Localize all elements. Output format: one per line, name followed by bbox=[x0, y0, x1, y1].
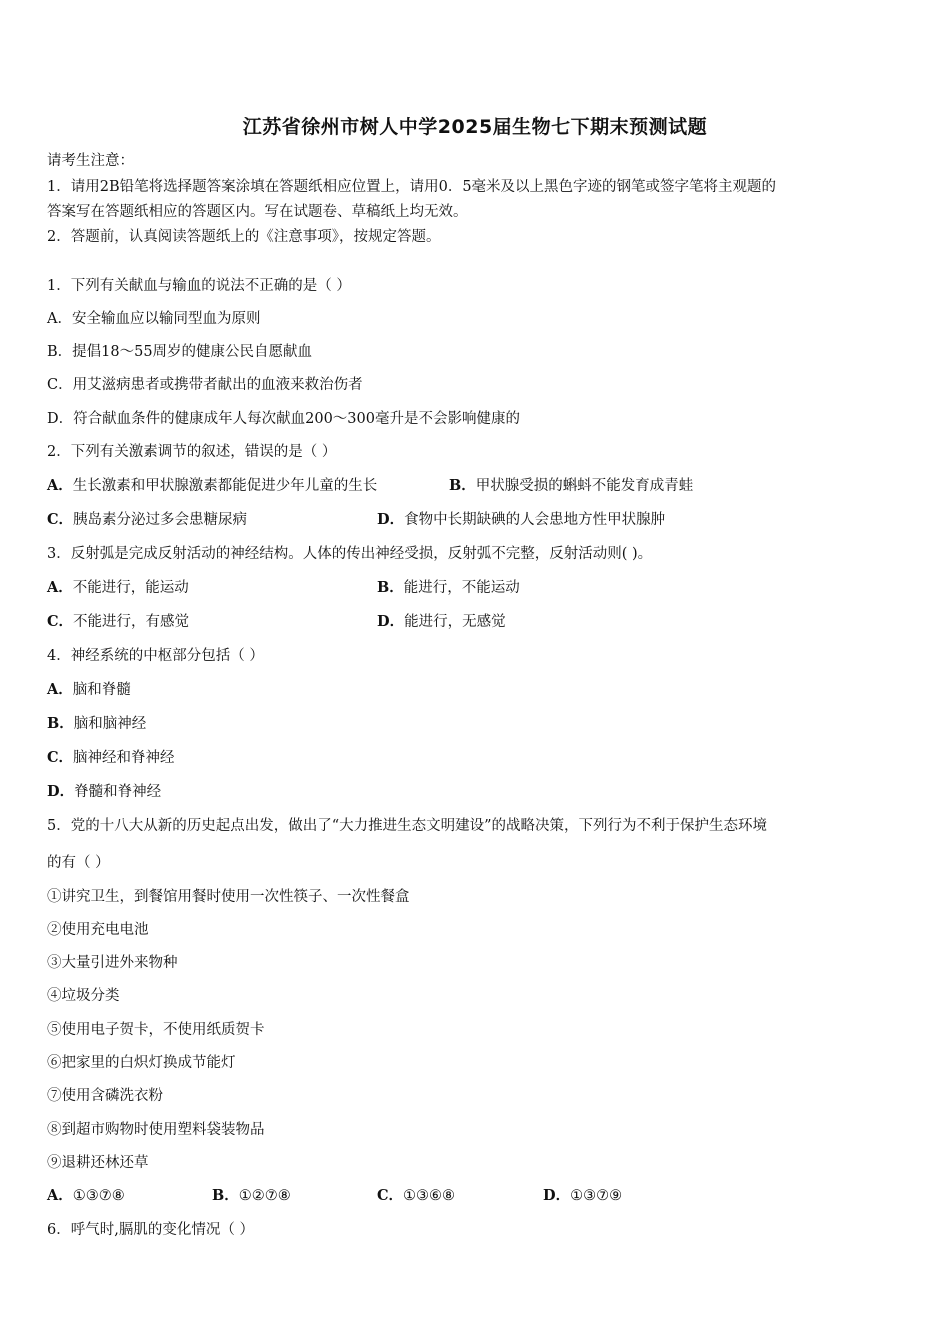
q5-option-a-text: ①③⑦⑧ bbox=[72, 1188, 125, 1204]
q1-option-d: D．符合献血条件的健康成年人每次献血200～300毫升是不会影响健康的 bbox=[47, 411, 520, 427]
q2-option-c-label: C． bbox=[47, 511, 74, 528]
q5-item: ②使用充电电池 bbox=[47, 922, 149, 938]
q5-option-d-label: D． bbox=[543, 1187, 571, 1204]
q4-option-a-text: 脑和脊髓 bbox=[72, 682, 131, 698]
q5-option-b bbox=[212, 1186, 291, 1206]
q3-stem: 3．反射弧是完成反射活动的神经结构。人体的传出神经受损，反射弧不完整，反射活动则( )。 bbox=[47, 546, 653, 562]
q2-option-a-label: A． bbox=[47, 477, 73, 494]
q4-option-c bbox=[47, 748, 175, 768]
q1-stem: 1．下列有关献血与输血的说法不正确的是（ ） bbox=[47, 278, 351, 294]
q3-option-c bbox=[47, 612, 189, 632]
q3-option-b-text: 能进行，不能运动 bbox=[403, 580, 520, 596]
q5-stem-line-1: 5．党的十八大从新的历史起点出发，做出了“大力推进生态文明建设”的战略决策，下列行为不利于保护生态环境 bbox=[47, 818, 768, 834]
q5-item: ⑨退耕还林还草 bbox=[47, 1155, 149, 1171]
q2-option-b bbox=[449, 476, 693, 496]
q5-item: ⑧到超市购物时使用塑料袋装物品 bbox=[47, 1122, 265, 1138]
q3-option-d-text: 能进行，无感觉 bbox=[404, 614, 506, 630]
q1-option-b: B．提倡18～55周岁的健康公民自愿献血 bbox=[47, 344, 313, 360]
q3-option-a bbox=[47, 578, 189, 598]
q5-item: ⑤使用电子贺卡，不使用纸质贺卡 bbox=[47, 1022, 265, 1038]
q3-option-c-text: 不能进行，有感觉 bbox=[73, 614, 190, 630]
q4-option-d-label: D． bbox=[47, 783, 75, 800]
q4-option-a-label: A． bbox=[47, 681, 73, 698]
q4-option-b-text: 脑和脑神经 bbox=[73, 716, 147, 732]
notice-heading: 请考生注意： bbox=[47, 153, 134, 169]
q5-item: ⑥把家里的白炽灯换成节能灯 bbox=[47, 1055, 236, 1071]
q4-stem: 4．神经系统的中枢部分包括（ ） bbox=[47, 648, 264, 664]
q5-option-a-label: A． bbox=[47, 1187, 73, 1204]
q2-option-b-label: B． bbox=[449, 477, 476, 494]
q3-option-d bbox=[377, 612, 506, 632]
q3-option-c-label: C． bbox=[47, 613, 74, 630]
q4-option-d-text: 脊髓和脊神经 bbox=[74, 784, 162, 800]
q5-option-a bbox=[47, 1186, 125, 1206]
q5-stem-line-2: 的有（ ） bbox=[47, 855, 110, 871]
q2-option-a bbox=[47, 476, 377, 496]
q5-option-d-text: ①③⑦⑨ bbox=[570, 1188, 623, 1204]
q5-option-c-text: ①③⑥⑧ bbox=[403, 1188, 456, 1204]
q2-option-d-label: D． bbox=[377, 511, 405, 528]
q5-option-d bbox=[543, 1186, 622, 1206]
q6-stem: 6．呼气时,膈肌的变化情况（ ） bbox=[47, 1222, 254, 1238]
q3-option-a-text: 不能进行，能运动 bbox=[72, 580, 189, 596]
q2-option-a-text: 生长激素和甲状腺激素都能促进少年儿童的生长 bbox=[72, 478, 378, 494]
q1-option-a: A．安全输血应以输同型血为原则 bbox=[47, 311, 261, 327]
q5-item: ③大量引进外来物种 bbox=[47, 955, 178, 971]
q4-option-c-label: C． bbox=[47, 749, 74, 766]
notice-line-1: 1．请用2B铅笔将选择题答案涂填在答题纸相应位置上，请用0．5毫米及以上黑色字迹的钢笔或签字笔将主观题的 bbox=[47, 179, 777, 195]
q5-item: ④垃圾分类 bbox=[47, 988, 120, 1004]
q3-option-a-label: A． bbox=[47, 579, 73, 596]
q4-option-d bbox=[47, 782, 161, 802]
q5-option-b-text: ①②⑦⑧ bbox=[238, 1188, 291, 1204]
q5-item: ⑦使用含磷洗衣粉 bbox=[47, 1088, 163, 1104]
q2-option-c bbox=[47, 510, 247, 530]
page-title: 江苏省徐州市树人中学2025届生物七下期末预测试题 bbox=[242, 116, 708, 138]
q5-item: ①讲究卫生，到餐馆用餐时使用一次性筷子、一次性餐盒 bbox=[47, 889, 410, 905]
notice-line-2: 2．答题前，认真阅读答题纸上的《注意事项》，按规定答题。 bbox=[47, 229, 441, 245]
q2-option-c-text: 胰岛素分泌过多会患糖尿病 bbox=[73, 512, 248, 528]
q4-option-b-label: B． bbox=[47, 715, 74, 732]
q2-stem: 2．下列有关激素调节的叙述，错误的是（ ） bbox=[47, 444, 337, 460]
q5-option-c-label: C． bbox=[377, 1187, 404, 1204]
q5-option-b-label: B． bbox=[212, 1187, 239, 1204]
q3-option-b-label: B． bbox=[377, 579, 404, 596]
q2-option-d bbox=[377, 510, 665, 530]
q4-option-b bbox=[47, 714, 146, 734]
q2-option-d-text: 食物中长期缺碘的人会患地方性甲状腺肿 bbox=[404, 512, 666, 528]
q4-option-a bbox=[47, 680, 131, 700]
q2-option-b-text: 甲状腺受损的蝌蚪不能发育成青蛙 bbox=[475, 478, 694, 494]
q1-option-c: C．用艾滋病患者或携带者献出的血液来救治伤者 bbox=[47, 377, 363, 393]
q4-option-c-text: 脑神经和脊神经 bbox=[73, 750, 175, 766]
q3-option-d-label: D． bbox=[377, 613, 405, 630]
q3-option-b bbox=[377, 578, 520, 598]
q5-option-c bbox=[377, 1186, 455, 1206]
notice-line-1b: 答案写在答题纸相应的答题区内。写在试题卷、草稿纸上均无效。 bbox=[47, 204, 468, 220]
